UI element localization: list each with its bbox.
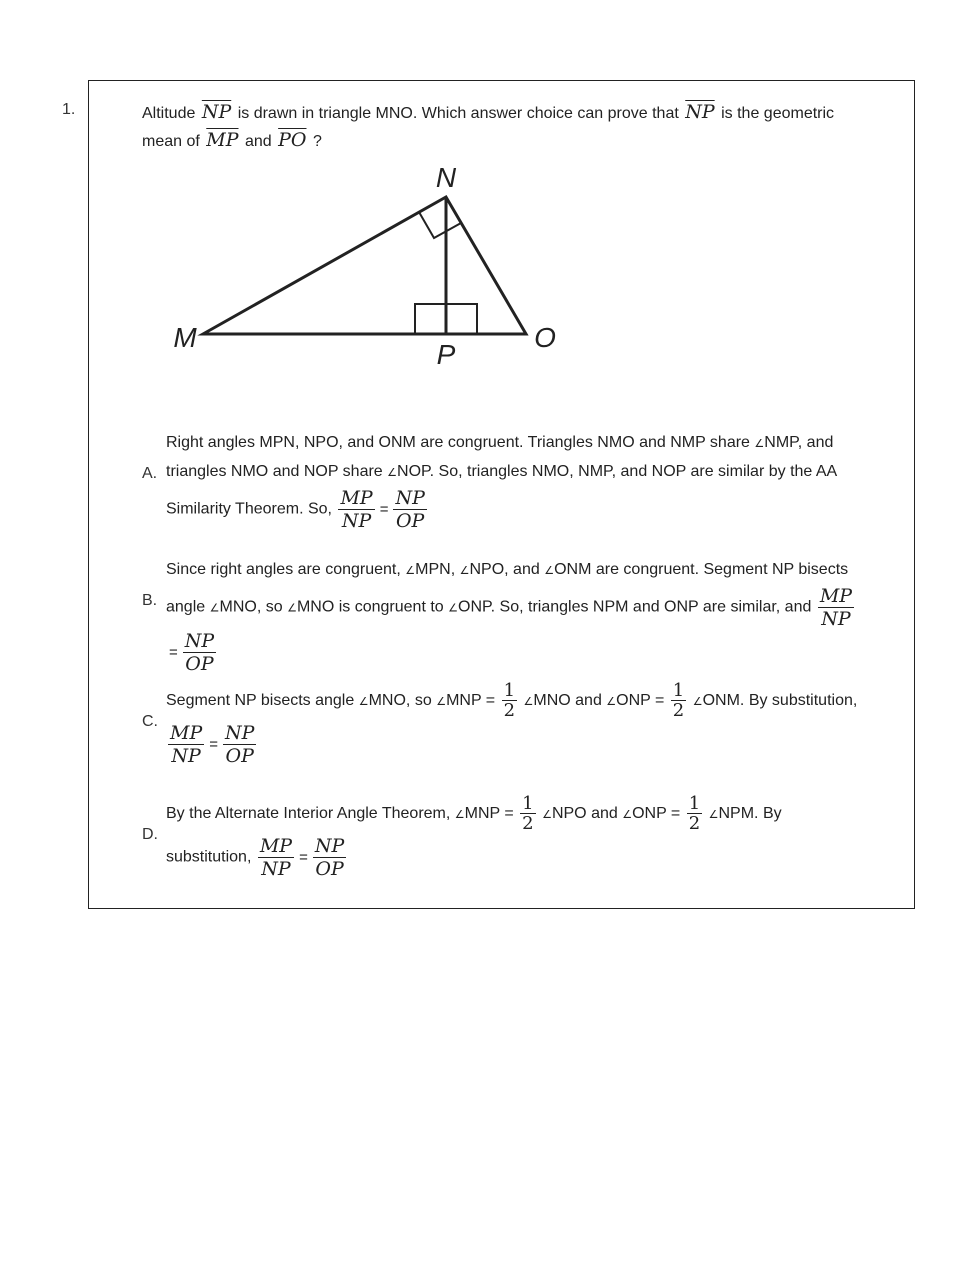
- angle-icon: ∠: [448, 602, 459, 615]
- answer-option-c[interactable]: [142, 681, 862, 771]
- label-n: N: [435, 162, 457, 193]
- angle-icon: ∠: [459, 565, 470, 577]
- option-text: By the Alternate Interior Angle Theorem, ∠MNP = $\frac{1}{2}$ ∠NPO and ∠ONP = $\frac{1}{2}$ ∠NPM. By substitution, $\frac{MP}{NP}$ = $\frac{NP}{OP}$: [166, 793, 782, 880]
- angle-icon: ∠: [544, 565, 555, 577]
- fraction-one-half: $\frac{1}{2}$: [688, 793, 701, 835]
- angle-icon: ∠: [454, 809, 465, 821]
- answer-option-b[interactable]: [142, 556, 862, 675]
- label-o: O: [534, 322, 556, 353]
- angle-icon: ∠: [436, 696, 447, 708]
- question-number: 1.: [62, 101, 76, 118]
- option-letter: A.: [142, 465, 158, 482]
- fraction-mp-np: $\frac{MP}{NP}$: [259, 835, 293, 880]
- question-card: [88, 80, 915, 909]
- segment-mp: $\overline{MP}$: [206, 129, 239, 151]
- segment-np: $\overline{NP}$: [685, 101, 715, 123]
- option-letter: C.: [142, 713, 158, 730]
- option-letter: D.: [142, 826, 158, 843]
- fraction-one-half: $\frac{1}{2}$: [672, 680, 685, 722]
- question-stem: Altitude $\overline{NP}$ is drawn in triangle MNO. Which answer choice can prove that $\overline{NP}$ is the geometric mean of $\overline{MP}$ and $\overline{PO}$ ?: [142, 101, 835, 151]
- fraction-mp-np: $\frac{MP}{NP}$: [340, 487, 373, 532]
- option-text: Since right angles are congruent, ∠MPN, ∠NPO, and ∠ONM are congruent. Segment NP bisects angle ∠MNO, so ∠MNO is congruent to ∠ONP. So, triangles NPM and ONP are similar, and $\frac{MP}{NP}$ = $\frac{NP}{OP}$: [166, 561, 853, 675]
- fraction-mp-np: $\frac{MP}{NP}$: [170, 722, 203, 767]
- angle-icon: ∠: [692, 696, 703, 708]
- label-m: M: [173, 322, 197, 353]
- option-text: Segment NP bisects angle ∠MNO, so ∠MNP = $\frac{1}{2}$ ∠MNO and ∠ONP = $\frac{1}{2}$ ∠ONM. By substitution, $\frac{MP}{NP}$ = $\frac{NP}{OP}$: [166, 680, 858, 767]
- fraction-mp-np: $\frac{MP}{NP}$: [819, 585, 853, 630]
- angle-icon: ∠: [708, 809, 719, 821]
- label-p: P: [436, 339, 456, 370]
- option-letter: B.: [142, 592, 158, 609]
- angle-icon: ∠: [209, 602, 220, 615]
- angle-icon: ∠: [542, 809, 552, 821]
- answer-option-d[interactable]: [142, 794, 862, 884]
- angle-icon: ∠: [387, 467, 398, 479]
- segment-np: $\overline{NP}$: [201, 101, 232, 123]
- fraction-one-half: $\frac{1}{2}$: [522, 793, 534, 835]
- angle-icon: ∠: [622, 809, 633, 821]
- fraction-one-half: $\frac{1}{2}$: [503, 680, 516, 722]
- right-angle-marker-n: [419, 212, 461, 238]
- angle-icon: ∠: [405, 565, 416, 577]
- fraction-np-op: $\frac{NP}{OP}$: [184, 630, 215, 675]
- triangle-diagram: [163, 159, 583, 374]
- fraction-np-op: $\frac{NP}{OP}$: [395, 487, 425, 532]
- angle-icon: ∠: [606, 696, 617, 708]
- fraction-np-op: $\frac{NP}{OP}$: [225, 722, 255, 767]
- option-text: Right angles MPN, NPO, and ONM are congruent. Triangles NMO and NMP share ∠NMP, and triangles NMO and NOP share ∠NOP. So, triangles NMO, NMP, and NOP are similar by the AA Similarity Theorem. So, $\frac{MP}{NP}$ = $\frac{NP}{OP}$: [166, 434, 837, 532]
- fraction-np-op: $\frac{NP}{OP}$: [314, 835, 345, 880]
- angle-icon: ∠: [358, 696, 369, 708]
- segment-po: $\overline{PO}$: [278, 129, 307, 151]
- angle-icon: ∠: [754, 438, 765, 450]
- answer-option-a[interactable]: [142, 429, 862, 532]
- angle-icon: ∠: [287, 602, 297, 615]
- angle-icon: ∠: [523, 696, 534, 708]
